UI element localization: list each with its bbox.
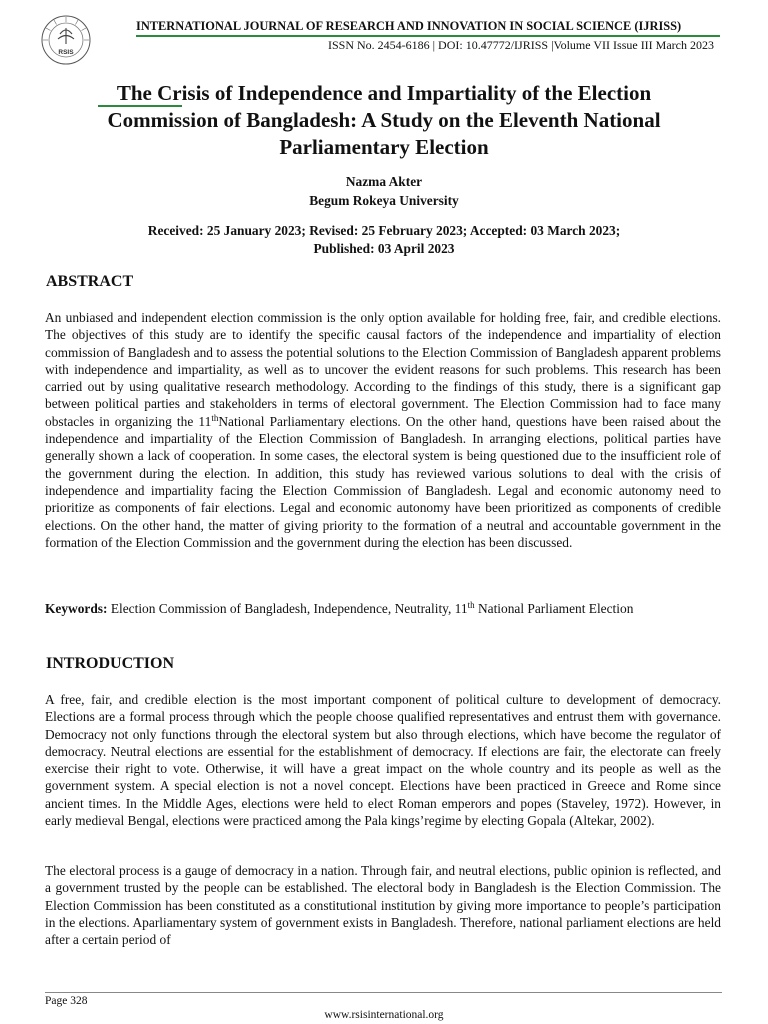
journal-title: INTERNATIONAL JOURNAL OF RESEARCH AND INNOVATION IN SOCIAL SCIENCE (IJRISS) (136, 19, 682, 33)
introduction-heading: INTRODUCTION (46, 655, 175, 672)
footer-website-link[interactable]: www.rsisinternational.org (324, 1009, 444, 1021)
abstract-text (45, 309, 721, 551)
dates-line-1: Received: 25 January 2023; Revised: 25 February 2023; Accepted: 03 March 2023; (147, 223, 621, 238)
title-line-2: Commission of Bangladesh: A Study on the Eleventh National (107, 108, 661, 132)
introduction-paragraph-1: A free, fair, and credible election is the most important component of political culture to development of democracy. Elections are a formal process through which the people choose qualified representatives and entrust them with governance. Democracy not only functions through the electoral system but also through elections, which have become the regulator of democracy. Neutral elections are essential for the establishment of democracy. If elections are fair, the electorate can freely exercise their right to vote. Otherwise, it will have a great impact on the whole country and its people as well as the government system. A special election is not a novel concept. Elections have been practiced in Greece and Rome since ancient times. In the Middle Ages, elections were held to elect Roman emperors and popes (Staveley, 1972). However, in early medieval Bengal, elections were practiced among the Pala kings’regime by electing Gopala (Altekar, 2002). (45, 692, 721, 829)
keywords-text-part-2: National Parliament Election (474, 601, 634, 616)
abstract-text-part-1: An unbiased and independent election commission is the only option available for holding free, fair, and credible elections. The objectives of this study are to identify the specific causal factors of the independence and impartiality of election commission of Bangladesh and to assess the potential solutions to the Election Commission of Bangladesh apparent problems with independence and impartiality, as well as to uncover the evident reasons for such problems. This research has been carried out by using qualitative research methodology. According to the findings of this study, there is a significant gap between political parties and stakeholders in terms of electoral government. The Election Commission had to face many obstacles in organizing the 11 (45, 310, 721, 429)
issn-doi-line: ISSN No. 2454-6186 | DOI: 10.47772/IJRISS |Volume VII Issue III March 2023 (327, 38, 714, 52)
page-number: Page 328 (45, 995, 88, 1007)
header-divider (136, 35, 720, 37)
author-name: Nazma Akter (345, 174, 423, 189)
title-line-1: The Crisis of Independence and Impartiality of the Election (116, 81, 652, 105)
rsis-logo (40, 14, 92, 66)
keywords-text-part-1: Election Commission of Bangladesh, Independence, Neutrality, 11 (107, 601, 468, 616)
article-title (40, 80, 728, 161)
publication-dates (40, 222, 728, 258)
dates-line-2: Published: 03 April 2023 (313, 241, 455, 256)
title-line-3: Parliamentary Election (279, 135, 489, 159)
title-accent-underline (98, 105, 182, 107)
keywords-label: Keywords: (45, 601, 108, 616)
abstract-text-part-2: National Parliamentary elections. On the other hand, questions have been raised about the independence and impartiality of the Election Commission of Bangladesh. In arranging elections, political parties have generally shown a lack of cooperation. In some cases, the electoral system is being questioned due to the insufficient role of the government during the election. In addition, this study has reviewed various solutions to deal with the crisis of independence and impartiality facing the Election Commission of Bangladesh. Legal and economic autonomy need to prioritize as components of fair elections. Legal and economic autonomy have been prioritized as components of credible elections. On the other hand, the matter of giving priority to the formation of a neutral and accountable government in the formation of the Election Commission and the government during the election has been discussed. (45, 413, 721, 550)
author-block (40, 172, 728, 210)
abstract-superscript: th (211, 412, 219, 423)
introduction-paragraph-2: The electoral process is a gauge of democracy in a nation. Through fair, and neutral elections, public opinion is reflected, and a government trusted by the people can be established. The electoral body in Bangladesh is the Election Commission. The Election Commission has been constituted as a constitutional institution by giving more importance to people’s participation in the elections. Aparliamentary system of government exists in Bangladesh. Therefore, national parliament elections are held after a certain period of (45, 863, 721, 948)
author-affiliation: Begum Rokeya University (309, 193, 459, 208)
keywords (45, 600, 721, 617)
abstract-heading: ABSTRACT (46, 273, 134, 290)
footer-divider (45, 992, 722, 993)
svg-text:RSIS: RSIS (58, 49, 74, 56)
keywords-superscript: th (467, 600, 475, 610)
